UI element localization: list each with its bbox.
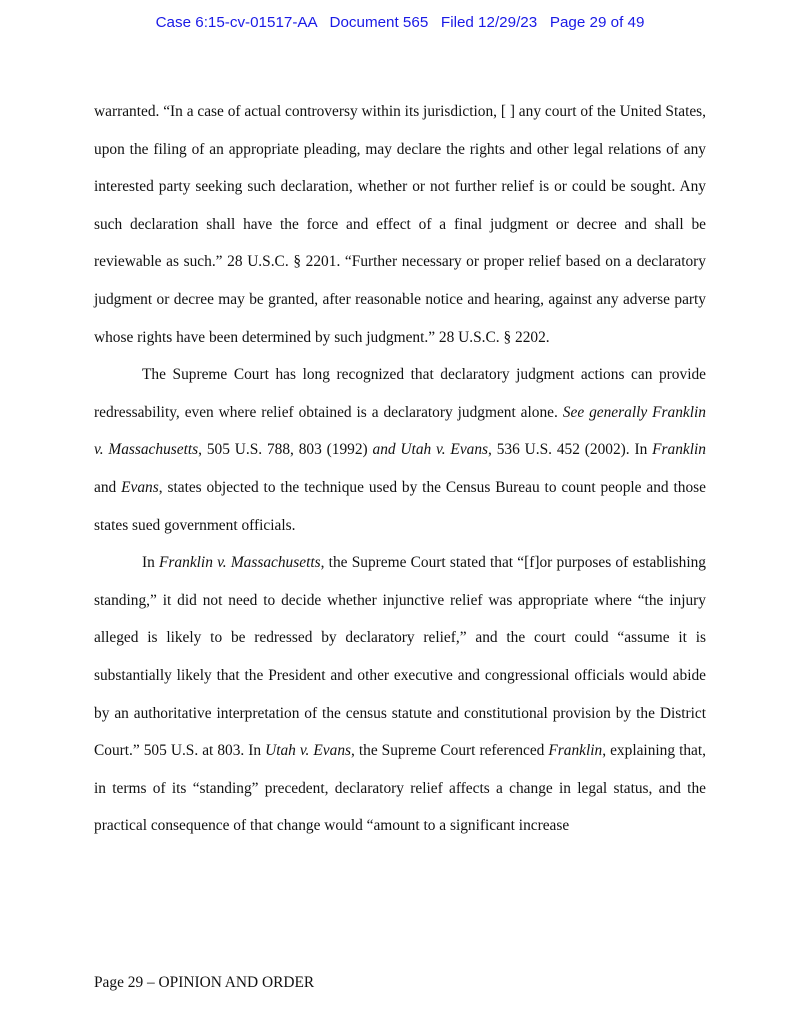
- text-run: warranted. “In a case of actual controversy within its jurisdiction, [ ] any court of the United States, upon the filing of an appropriate pleading, may declare the rights and other legal relations of any interested party seeking such declaration, whether or not further relief is or could be sought. Any such declaration shall have the force and effect of a final judgment or decree and shall be reviewable as such.” 28 U.S.C. § 2201. “Further necessary or proper relief based on a declaratory judgment or decree may be granted, after reasonable notice and hearing, against any adverse party whose rights have been determined by such judgment.” 28 U.S.C. § 2202.: [94, 103, 707, 346]
- case-citation-italic: Franklin v. Massachusetts: [159, 554, 321, 572]
- text-run: , 536 U.S. 452 (2002). In: [488, 441, 653, 459]
- text-run: , 505 U.S. 788, 803 (1992): [198, 441, 373, 459]
- opinion-body: [94, 93, 706, 845]
- case-header: Case 6:15-cv-01517-AA Document 565 Filed 12/29/23 Page 29 of 49: [155, 14, 645, 31]
- text-run: , the Supreme Court referenced: [351, 742, 549, 760]
- text-run: , the Supreme Court stated that “[f]or purposes of establishing standing,” it did not need to decide whether injunctive relief was appropriate where “the injury alleged is likely to be redressed by declaratory relief,” and the court could “assume it is substantially likely that the President and other executive and congressional officials would abide by an authoritative interpretation of the census statute and constitutional provision by the District Court.” 505 U.S. at 803. In: [94, 554, 706, 760]
- page-footer: Page 29 – OPINION AND ORDER: [94, 974, 315, 991]
- text-run: In: [142, 554, 160, 572]
- case-citation-italic: Franklin: [652, 441, 706, 459]
- case-citation-italic: Utah v. Evans: [265, 742, 352, 760]
- paragraph-2: [94, 356, 706, 544]
- text-run: The Supreme Court has long recognized that declaratory judgment actions can provide redressability, even where relief obtained is a declaratory judgment alone.: [94, 366, 706, 421]
- paragraph-3: [94, 544, 706, 845]
- case-citation-italic: See generally Franklin v. Massachusetts: [94, 403, 706, 459]
- paragraph-1: [94, 93, 706, 356]
- case-citation-italic: Franklin: [548, 742, 603, 760]
- text-run: , states objected to the technique used by the Census Bureau to count people and those states sued government officials.: [94, 478, 706, 534]
- case-citation-italic: Evans: [121, 478, 159, 496]
- text-run: , explaining that, in terms of its “standing” precedent, declaratory relief affects a change in legal status, and the practical consequence of that change would “amount to a significant increase: [94, 742, 706, 835]
- case-citation-italic: and Utah v. Evans: [372, 441, 489, 459]
- text-run: and: [94, 478, 122, 496]
